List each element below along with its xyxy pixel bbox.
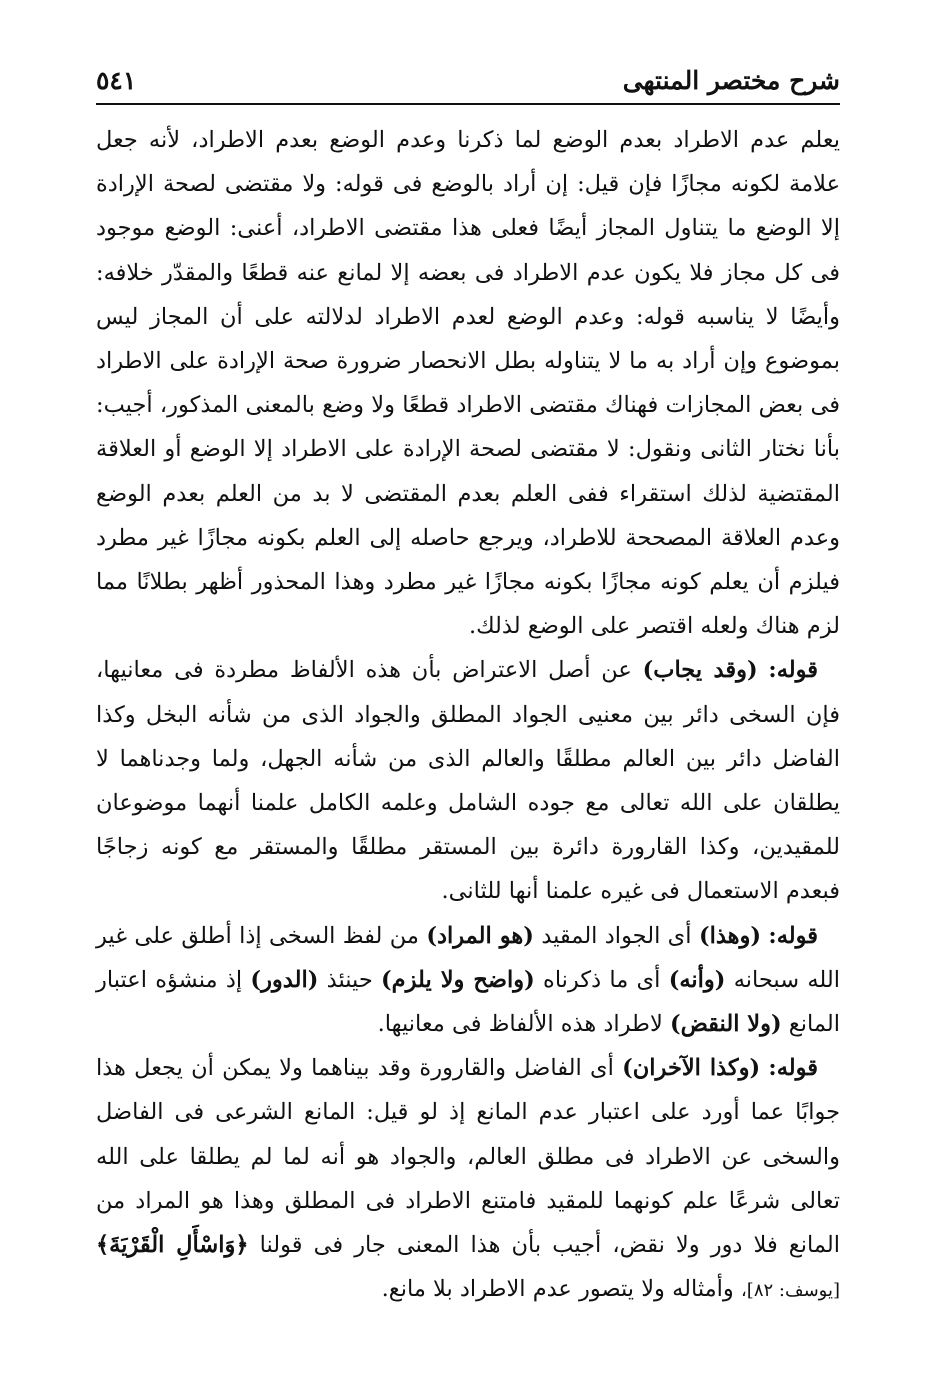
header-rule: [96, 103, 840, 105]
paragraph-text: حينئذ: [326, 966, 373, 993]
page-header: [96, 56, 840, 102]
quote-keyword: قوله:: [768, 922, 819, 949]
paragraph-2: [96, 648, 840, 913]
paragraph-4: [96, 1046, 840, 1313]
paragraph-text: إذ منشؤه اعتبار المانع: [96, 966, 840, 1038]
paragraph-text: أى الجواد المقيد: [541, 922, 692, 949]
paragraph-text: أى ما ذكرناه: [543, 966, 661, 993]
paragraph-1: [96, 118, 840, 648]
paragraph-text: عن أصل الاعتراض بأن هذه الألفاظ مطردة فى معانيها، فإن السخى دائر بين معنيى الجواد المطلق والجواد الذى من شأنه البخل وكذا الفاضل دائر بين العالم مطلقًا والعالم الذى من شأنه الجهل، ولما وجدناهما لا يطلقان على الله تعالى مع جوده الشامل وعلمه الكامل علمنا أنهما موضوعان للمقيدين، وكذا القارورة دائرة بين المستقر مطلقًا والمستقر مع كونه زجاجًا فبعدم الاستعمال فى غيره علمنا أنها للثانى.: [96, 657, 840, 905]
quote-keyword: قوله:: [768, 1055, 819, 1082]
quoted-phrase: (الدور): [250, 966, 319, 993]
quoted-phrase: (وكذا الآخران): [622, 1055, 761, 1082]
quoted-phrase: (وقد يجاب): [642, 657, 758, 684]
quoted-phrase: (وأنه): [668, 966, 726, 993]
quran-verse: ﴿وَاسْأَلِ الْقَرْيَةَ﴾: [96, 1232, 249, 1259]
page-number: ٥٤١: [96, 66, 137, 95]
quoted-phrase: (هو المراد): [426, 922, 534, 949]
running-title: شرح مختصر المنتهى: [622, 66, 840, 95]
quoted-phrase: (واضح ولا يلزم): [381, 966, 535, 993]
verse-reference: [يوسف: ٨٢]،: [740, 1280, 840, 1302]
quote-keyword: قوله:: [768, 657, 818, 684]
body-text: [96, 118, 840, 1313]
paragraph-text: من لفظ السخى إذا أطلق على غير الله سبحانه: [96, 922, 840, 993]
quoted-phrase: (وهذا): [698, 922, 762, 949]
quoted-phrase: (ولا النقض): [669, 1011, 782, 1038]
paragraph-text: أى الفاضل والقارورة وقد بيناهما ولا يمكن أن يجعل هذا جوابًا عما أورد على اعتبار عدم المانع إذ لو قيل: المانع الشرعى فى الفاضل والسخى عن الاطراد فى مطلق العالم، والجواد هو أنه لما لم يطلقا على الله تعالى شرعًا علم كونهما للمقيد فامتنع الاطراد فى المطلق وهذا هو المراد من المانع فلا دور ولا نقض، أجيب بأن هذا المعنى جار فى قولنا: [96, 1055, 841, 1259]
paragraph-text: لاطراد هذه الألفاظ فى معانيها.: [377, 1011, 663, 1038]
paragraph-text: وأمثاله ولا يتصور عدم الاطراد بلا مانع.: [381, 1276, 734, 1303]
paragraph-3: [96, 914, 840, 1047]
paragraph-text: يعلم عدم الاطراد بعدم الوضع لما ذكرنا وعدم الوضع بعدم الاطراد، لأنه جعل علامة لكونه مجازًا فإن قيل: إن أراد بالوضع فى قوله: ولا مقتضى لصحة الإرادة إلا الوضع ما يتناول المجاز أيضًا فعلى هذا مقتضى الاطراد، أعنى: الوضع موجود فى كل مجاز فلا يكون عدم الاطراد فى بعضه إلا لمانع عنه قطعًا والمقدّر خلافه: وأيضًا لا يناسبه قوله: وعدم الوضع لعدم الاطراد لدلالته على أن المجاز ليس بموضوع وإن أراد به ما لا يتناوله بطل الانحصار ضرورة صحة الإرادة على الاطراد فى بعض المجازات فهناك مقتضى الاطراد قطعًا ولا وضع بالمعنى المذكور، أجيب: بأنا نختار الثانى ونقول: لا مقتضى لصحة الإرادة على الاطراد إلا الوضع أو العلاقة المقتضية لذلك استقراء ففى العلم بعدم المقتضى لا بد من العلم بعدم الوضع وعدم العلاقة المصححة للاطراد، ويرجع حاصله إلى العلم بكونه مجازًا غير مطرد فيلزم أن يعلم كونه مجازًا بكونه مجازًا غير مطرد وهذا المحذور أظهر بطلانًا مما لزم هناك ولعله اقتصر على الوضع لذلك.: [96, 127, 840, 640]
